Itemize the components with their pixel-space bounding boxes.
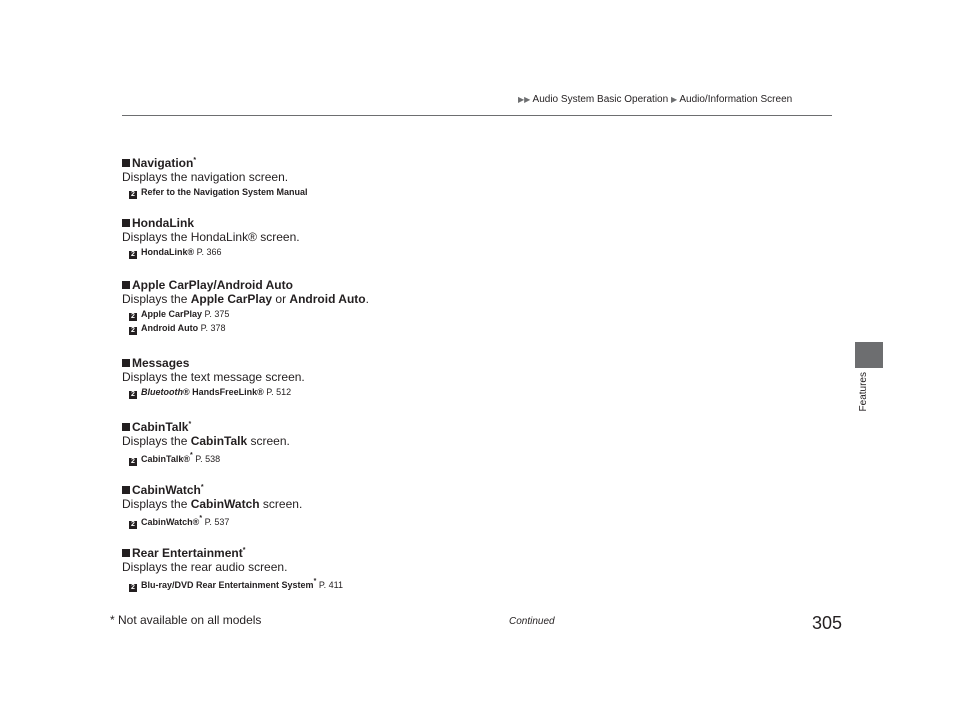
- reference-arrow-icon: 2: [129, 191, 137, 199]
- section-heading: HondaLink: [122, 216, 722, 230]
- section-heading: Apple CarPlay/Android Auto: [122, 278, 722, 292]
- reference-arrow-icon: 2: [129, 327, 137, 335]
- cross-reference[interactable]: 2 Apple CarPlay P. 375: [129, 307, 722, 321]
- section-navigation: [122, 154, 722, 199]
- section-description: Displays the navigation screen.: [122, 170, 289, 184]
- footnote-star: *: [200, 484, 204, 491]
- continued-label: Continued: [509, 616, 555, 627]
- section-heading: Rear Entertainment*: [122, 544, 722, 560]
- footnote-star: *: [189, 452, 193, 459]
- cross-reference[interactable]: 2 Bluetooth® HandsFreeLink® P. 512: [129, 385, 722, 399]
- footnote-star: *: [242, 547, 246, 554]
- breadcrumb-item[interactable]: Audio System Basic Operation: [532, 94, 669, 105]
- cross-reference[interactable]: 2 CabinWatch®* P. 537: [129, 512, 722, 529]
- section-apple-carplay-android-auto: [122, 278, 722, 335]
- square-bullet-icon: [122, 281, 130, 289]
- page-ref[interactable]: P. 538: [195, 454, 221, 464]
- square-bullet-icon: [122, 159, 130, 167]
- reference-arrow-icon: 2: [129, 313, 137, 321]
- square-bullet-icon: [122, 486, 130, 494]
- header-divider: [122, 115, 832, 116]
- section-description: Displays the text message screen.: [122, 370, 305, 384]
- section-description: Displays the Apple CarPlay or Android Auto.: [122, 292, 369, 306]
- breadcrumb-arrow-icon: ▶▶: [518, 95, 531, 104]
- page-number: 305: [812, 613, 843, 633]
- page-ref[interactable]: P. 378: [200, 323, 226, 333]
- section-description: Displays the HondaLink® screen.: [122, 230, 300, 244]
- page-ref[interactable]: P. 375: [204, 309, 230, 319]
- reference-arrow-icon: 2: [129, 458, 137, 466]
- reference-arrow-icon: 2: [129, 391, 137, 399]
- reference-arrow-icon: 2: [129, 251, 137, 259]
- section-description: Displays the CabinWatch screen.: [122, 497, 303, 511]
- cross-reference[interactable]: 2 CabinTalk®* P. 538: [129, 449, 722, 466]
- footnote-star: *: [188, 421, 192, 428]
- footnote: * Not available on all models: [110, 613, 262, 627]
- cross-reference[interactable]: 2 Refer to the Navigation System Manual: [129, 185, 722, 199]
- section-messages: [122, 356, 722, 399]
- square-bullet-icon: [122, 423, 130, 431]
- page-ref[interactable]: P. 411: [318, 580, 344, 590]
- square-bullet-icon: [122, 549, 130, 557]
- cross-reference[interactable]: 2 Blu-ray/DVD Rear Entertainment System* P. 411: [129, 575, 722, 592]
- section-heading: Messages: [122, 356, 722, 370]
- section-description: Displays the rear audio screen.: [122, 560, 288, 574]
- footnote-star: *: [199, 515, 203, 522]
- section-rear-entertainment: [122, 544, 722, 592]
- page-ref[interactable]: P. 512: [266, 387, 292, 397]
- square-bullet-icon: [122, 359, 130, 367]
- side-tab-label: Features: [858, 372, 869, 412]
- breadcrumb-item[interactable]: Audio/Information Screen: [679, 94, 793, 105]
- section-description: Displays the CabinTalk screen.: [122, 434, 290, 448]
- reference-arrow-icon: 2: [129, 584, 137, 592]
- section-heading: CabinWatch*: [122, 481, 722, 497]
- cross-reference[interactable]: 2 Android Auto P. 378: [129, 321, 722, 335]
- page-ref[interactable]: P. 537: [204, 517, 230, 527]
- breadcrumb-arrow-icon: ▶: [670, 95, 678, 104]
- section-hondalink: [122, 216, 722, 259]
- side-tab-marker: [855, 342, 883, 368]
- footnote-star: *: [193, 157, 197, 164]
- square-bullet-icon: [122, 219, 130, 227]
- section-heading: CabinTalk*: [122, 418, 722, 434]
- section-cabinwatch: [122, 481, 722, 529]
- breadcrumb: [518, 94, 792, 105]
- section-cabintalk: [122, 418, 722, 466]
- page-ref[interactable]: P. 366: [196, 247, 222, 257]
- cross-reference[interactable]: 2 HondaLink® P. 366: [129, 245, 722, 259]
- footnote-star: *: [313, 578, 317, 585]
- section-heading: Navigation*: [122, 154, 722, 170]
- reference-arrow-icon: 2: [129, 521, 137, 529]
